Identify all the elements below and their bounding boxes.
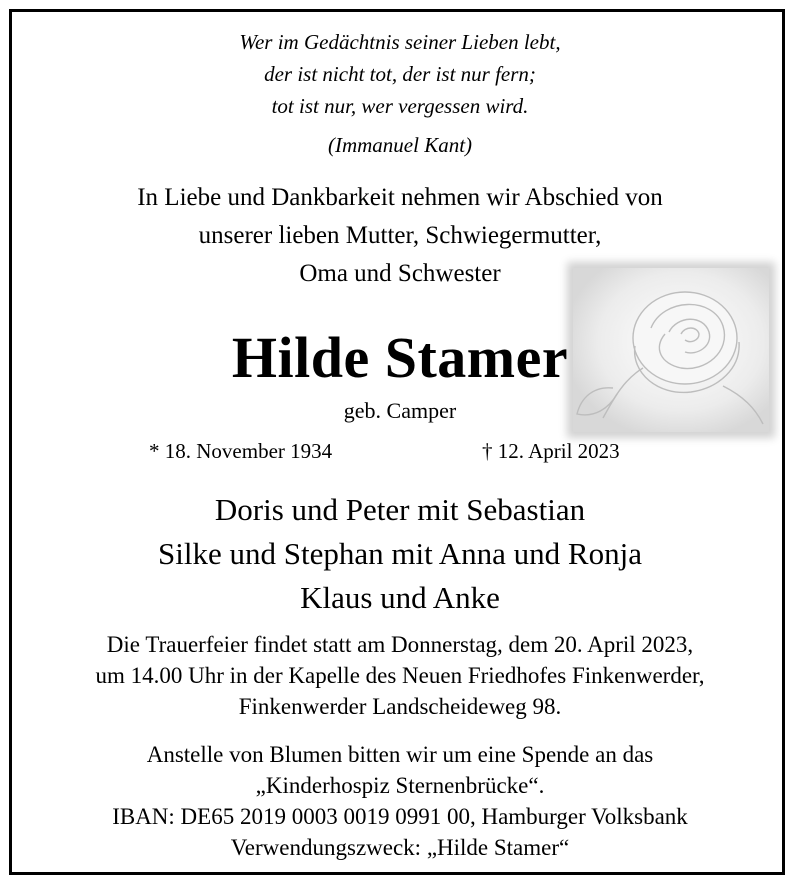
service-line-2: um 14.00 Uhr in der Kapelle des Neuen Friedhofes Finkenwerder, (95, 663, 705, 688)
maiden-name: geb. Camper (343, 398, 457, 423)
quote-line-2: der ist nicht tot, der ist nur fern; (264, 62, 536, 86)
donation-line-1: Anstelle von Blumen bitten wir um eine Spende an das (146, 742, 654, 767)
intro-line-3: Oma und Schwester (299, 260, 501, 287)
deceased-name: Hilde Stamer (231, 325, 569, 390)
intro-line-2: unserer lieben Mutter, Schwiegermutter, (198, 222, 602, 249)
intro-line-1: In Liebe und Dankbarkeit nehmen wir Abschied von (137, 184, 663, 211)
birth-date: * 18. November 1934 (149, 439, 333, 463)
family-line-1: Doris und Peter mit Sebastian (214, 492, 586, 527)
service-line-1: Die Trauerfeier findet statt am Donnerstag, dem 20. April 2023, (106, 632, 694, 657)
quote-line-1: Wer im Gedächtnis seiner Lieben lebt, (239, 30, 561, 54)
death-date: † 12. April 2023 (482, 439, 620, 463)
donation-line-2: „Kinderhospiz Sternenbrücke“. (255, 773, 545, 798)
donation-reference: Verwendungszweck: „Hilde Stamer“ (230, 835, 570, 860)
family-line-2: Silke und Stephan mit Anna und Ronja (158, 536, 642, 571)
donation-iban: IBAN: DE65 2019 0003 0019 0991 00, Hamburger Volksbank (112, 804, 688, 829)
quote-line-3: tot ist nur, wer vergessen wird. (271, 94, 529, 118)
service-line-3: Finkenwerder Landscheideweg 98. (238, 694, 562, 719)
quote-author: (Immanuel Kant) (327, 133, 473, 157)
obituary-notice (9, 9, 785, 875)
family-line-3: Klaus und Anke (300, 580, 500, 615)
